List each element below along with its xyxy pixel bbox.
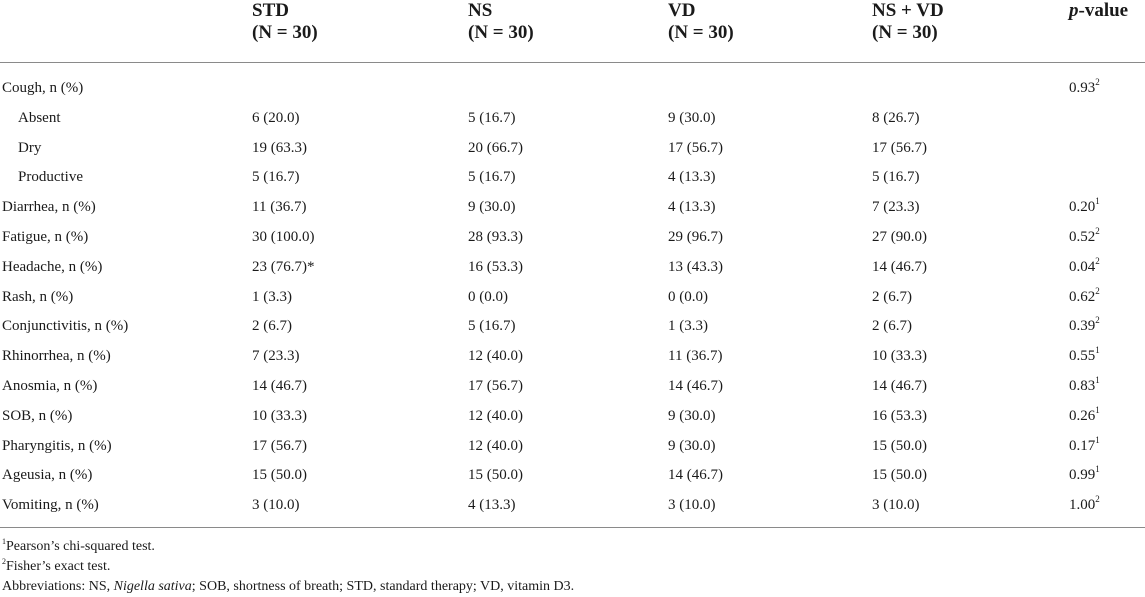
cell-pvalue xyxy=(1069,77,1100,99)
cell-ns: 17 (56.7) xyxy=(468,378,523,394)
cell-pvalue xyxy=(1069,226,1100,248)
cell-vd: 9 (30.0) xyxy=(668,109,716,126)
cell-nsvd: 27 (90.0) xyxy=(872,229,927,245)
footnote-1-marker: 1 xyxy=(2,537,6,546)
cell-std: 17 (56.7) xyxy=(252,437,307,454)
row-label: Diarrhea, n (%) xyxy=(2,199,96,216)
cell-vd: 4 (13.3) xyxy=(668,169,716,186)
pvalue-test-marker: 1 xyxy=(1095,375,1100,385)
cell-pvalue xyxy=(1069,464,1100,486)
cell-std: 3 (10.0) xyxy=(252,497,300,514)
cell-std: 30 (100.0) xyxy=(252,229,315,245)
row-label: Headache, n (%) xyxy=(2,258,103,275)
bottom-rule xyxy=(0,527,1145,528)
cell-std: 7 (23.3) xyxy=(252,348,300,365)
cell-ns: 12 (40.0) xyxy=(468,348,523,365)
table-row xyxy=(0,137,1145,167)
row-label: Conjunctivitis, n (%) xyxy=(2,318,129,335)
footnote-2 xyxy=(2,558,110,576)
pvalue-test-marker: 2 xyxy=(1095,226,1100,236)
cell-ns: 9 (30.0) xyxy=(468,199,516,216)
cell-vd: 29 (96.7) xyxy=(668,229,723,245)
cell-nsvd: 7 (23.3) xyxy=(872,199,920,216)
row-label: SOB, n (%) xyxy=(2,407,73,424)
row-label: Rash, n (%) xyxy=(2,288,74,305)
cell-nsvd: 2 (6.7) xyxy=(872,318,912,335)
cell-pvalue xyxy=(1069,286,1100,308)
abbr-part-a: Abbreviations: NS, xyxy=(2,579,114,594)
cell-ns: 4 (13.3) xyxy=(468,497,516,514)
cell-vd: 3 (10.0) xyxy=(668,497,716,514)
table-row xyxy=(0,464,1145,494)
cell-pvalue xyxy=(1069,256,1100,278)
header-ns xyxy=(468,0,534,44)
footnote-1-text: Pearson’s chi-squared test. xyxy=(6,539,155,554)
cell-vd: 0 (0.0) xyxy=(668,288,708,305)
cell-nsvd: 5 (16.7) xyxy=(872,169,920,186)
cell-vd: 11 (36.7) xyxy=(668,348,723,365)
row-label: Anosmia, n (%) xyxy=(2,378,98,394)
pvalue-number: 0.62 xyxy=(1069,288,1096,305)
pvalue-test-marker: 1 xyxy=(1095,404,1100,415)
cell-nsvd: 8 (26.7) xyxy=(872,109,920,126)
footnote-2-marker: 2 xyxy=(2,557,6,566)
row-label: Cough, n (%) xyxy=(2,80,84,96)
pvalue-test-marker: 1 xyxy=(1095,345,1100,356)
header-nsvd xyxy=(872,0,944,44)
cell-nsvd: 15 (50.0) xyxy=(872,437,927,454)
row-label: Absent xyxy=(18,109,61,126)
cell-pvalue xyxy=(1069,494,1100,516)
header-nsvd-n: (N = 30) xyxy=(872,22,938,43)
pvalue-test-marker: 2 xyxy=(1095,285,1100,296)
row-label: Fatigue, n (%) xyxy=(2,229,89,245)
cell-std: 23 (76.7)* xyxy=(252,258,315,275)
header-pvalue-italic: p xyxy=(1069,0,1079,21)
pvalue-number: 0.83 xyxy=(1069,378,1096,394)
table-row xyxy=(0,345,1145,375)
pvalue-number: 0.26 xyxy=(1069,407,1096,424)
cell-ns: 12 (40.0) xyxy=(468,407,523,424)
table-row xyxy=(0,107,1145,137)
cell-nsvd: 15 (50.0) xyxy=(872,467,927,484)
cell-vd: 4 (13.3) xyxy=(668,199,716,216)
pvalue-number: 0.52 xyxy=(1069,229,1096,245)
cell-ns: 0 (0.0) xyxy=(468,288,508,305)
header-std-name: STD xyxy=(252,0,289,21)
cell-ns: 5 (16.7) xyxy=(468,109,516,126)
cell-std: 11 (36.7) xyxy=(252,199,307,216)
pvalue-number: 0.39 xyxy=(1069,318,1096,335)
table-row xyxy=(0,196,1145,226)
cell-ns: 28 (93.3) xyxy=(468,229,523,245)
pvalue-test-marker: 1 xyxy=(1095,434,1100,445)
cell-nsvd: 2 (6.7) xyxy=(872,288,912,305)
pvalue-test-marker: 2 xyxy=(1095,255,1100,266)
cell-ns: 5 (16.7) xyxy=(468,169,516,186)
cell-vd: 14 (46.7) xyxy=(668,378,723,394)
cell-std: 14 (46.7) xyxy=(252,378,307,394)
header-vd xyxy=(668,0,734,44)
cell-std: 15 (50.0) xyxy=(252,467,307,484)
table-row xyxy=(0,315,1145,345)
cell-pvalue xyxy=(1069,405,1100,427)
cell-vd: 9 (30.0) xyxy=(668,437,716,454)
row-label: Dry xyxy=(18,139,42,156)
table-row xyxy=(0,286,1145,316)
cell-ns: 20 (66.7) xyxy=(468,139,523,156)
cell-vd: 17 (56.7) xyxy=(668,139,723,156)
table-row xyxy=(0,435,1145,465)
cell-ns: 12 (40.0) xyxy=(468,437,523,454)
cell-pvalue xyxy=(1069,375,1100,397)
pvalue-test-marker: 1 xyxy=(1095,464,1100,475)
pvalue-number: 0.20 xyxy=(1069,199,1096,216)
pvalue-test-marker: 2 xyxy=(1095,315,1100,326)
header-vd-name: VD xyxy=(668,0,696,21)
pvalue-number: 0.17 xyxy=(1069,437,1096,454)
table-row xyxy=(0,77,1145,107)
header-pvalue-rest: -value xyxy=(1078,0,1129,21)
header-ns-name: NS xyxy=(468,0,493,21)
cell-std: 6 (20.0) xyxy=(252,109,300,126)
abbr-part-c: ; SOB, shortness of breath; STD, standard therapy; VD, vitamin D3. xyxy=(191,579,575,594)
table-row xyxy=(0,405,1145,435)
row-label: Pharyngitis, n (%) xyxy=(2,437,112,454)
cell-vd: 13 (43.3) xyxy=(668,258,723,275)
pvalue-number: 1.00 xyxy=(1069,497,1096,514)
header-nsvd-name: NS + VD xyxy=(872,0,944,21)
cell-ns: 15 (50.0) xyxy=(468,467,523,484)
header-std xyxy=(252,0,318,44)
header-ns-n: (N = 30) xyxy=(468,22,534,43)
row-label: Productive xyxy=(18,169,83,186)
cell-nsvd: 10 (33.3) xyxy=(872,348,927,365)
cell-std: 10 (33.3) xyxy=(252,407,307,424)
pvalue-test-marker: 2 xyxy=(1095,494,1100,505)
header-pvalue xyxy=(1069,0,1128,22)
header-vd-n: (N = 30) xyxy=(668,22,734,43)
row-label: Ageusia, n (%) xyxy=(2,467,93,484)
footnote-2-text: Fisher’s exact test. xyxy=(6,559,111,574)
table-row xyxy=(0,256,1145,286)
abbr-part-b: Nigella sativa xyxy=(113,579,192,594)
pvalue-test-marker: 1 xyxy=(1095,196,1100,207)
table-row xyxy=(0,166,1145,196)
footnote-1 xyxy=(2,538,155,556)
pvalue-test-marker: 2 xyxy=(1095,77,1100,87)
cell-pvalue xyxy=(1069,345,1100,367)
cell-std: 1 (3.3) xyxy=(252,288,292,305)
cell-ns: 5 (16.7) xyxy=(468,318,516,335)
cell-vd: 14 (46.7) xyxy=(668,467,723,484)
row-label: Rhinorrhea, n (%) xyxy=(2,348,111,365)
table-row xyxy=(0,375,1145,405)
row-label: Vomiting, n (%) xyxy=(2,497,99,514)
abbreviations xyxy=(2,578,574,596)
table-row xyxy=(0,494,1145,524)
header-rule xyxy=(0,62,1145,63)
pvalue-number: 0.93 xyxy=(1069,80,1096,96)
header-std-n: (N = 30) xyxy=(252,22,318,43)
cell-pvalue xyxy=(1069,315,1100,337)
cell-nsvd: 3 (10.0) xyxy=(872,497,920,514)
cell-vd: 9 (30.0) xyxy=(668,407,716,424)
cell-nsvd: 14 (46.7) xyxy=(872,378,927,394)
pvalue-number: 0.99 xyxy=(1069,467,1096,484)
pvalue-number: 0.55 xyxy=(1069,348,1096,365)
pvalue-number: 0.04 xyxy=(1069,258,1096,275)
cell-ns: 16 (53.3) xyxy=(468,258,523,275)
cell-pvalue xyxy=(1069,435,1100,457)
table-row xyxy=(0,226,1145,256)
cell-nsvd: 16 (53.3) xyxy=(872,407,927,424)
cell-std: 5 (16.7) xyxy=(252,169,300,186)
cell-pvalue xyxy=(1069,196,1100,218)
cell-std: 19 (63.3) xyxy=(252,139,307,156)
cell-nsvd: 17 (56.7) xyxy=(872,139,927,156)
cell-std: 2 (6.7) xyxy=(252,318,292,335)
cell-vd: 1 (3.3) xyxy=(668,318,708,335)
cell-nsvd: 14 (46.7) xyxy=(872,258,927,275)
